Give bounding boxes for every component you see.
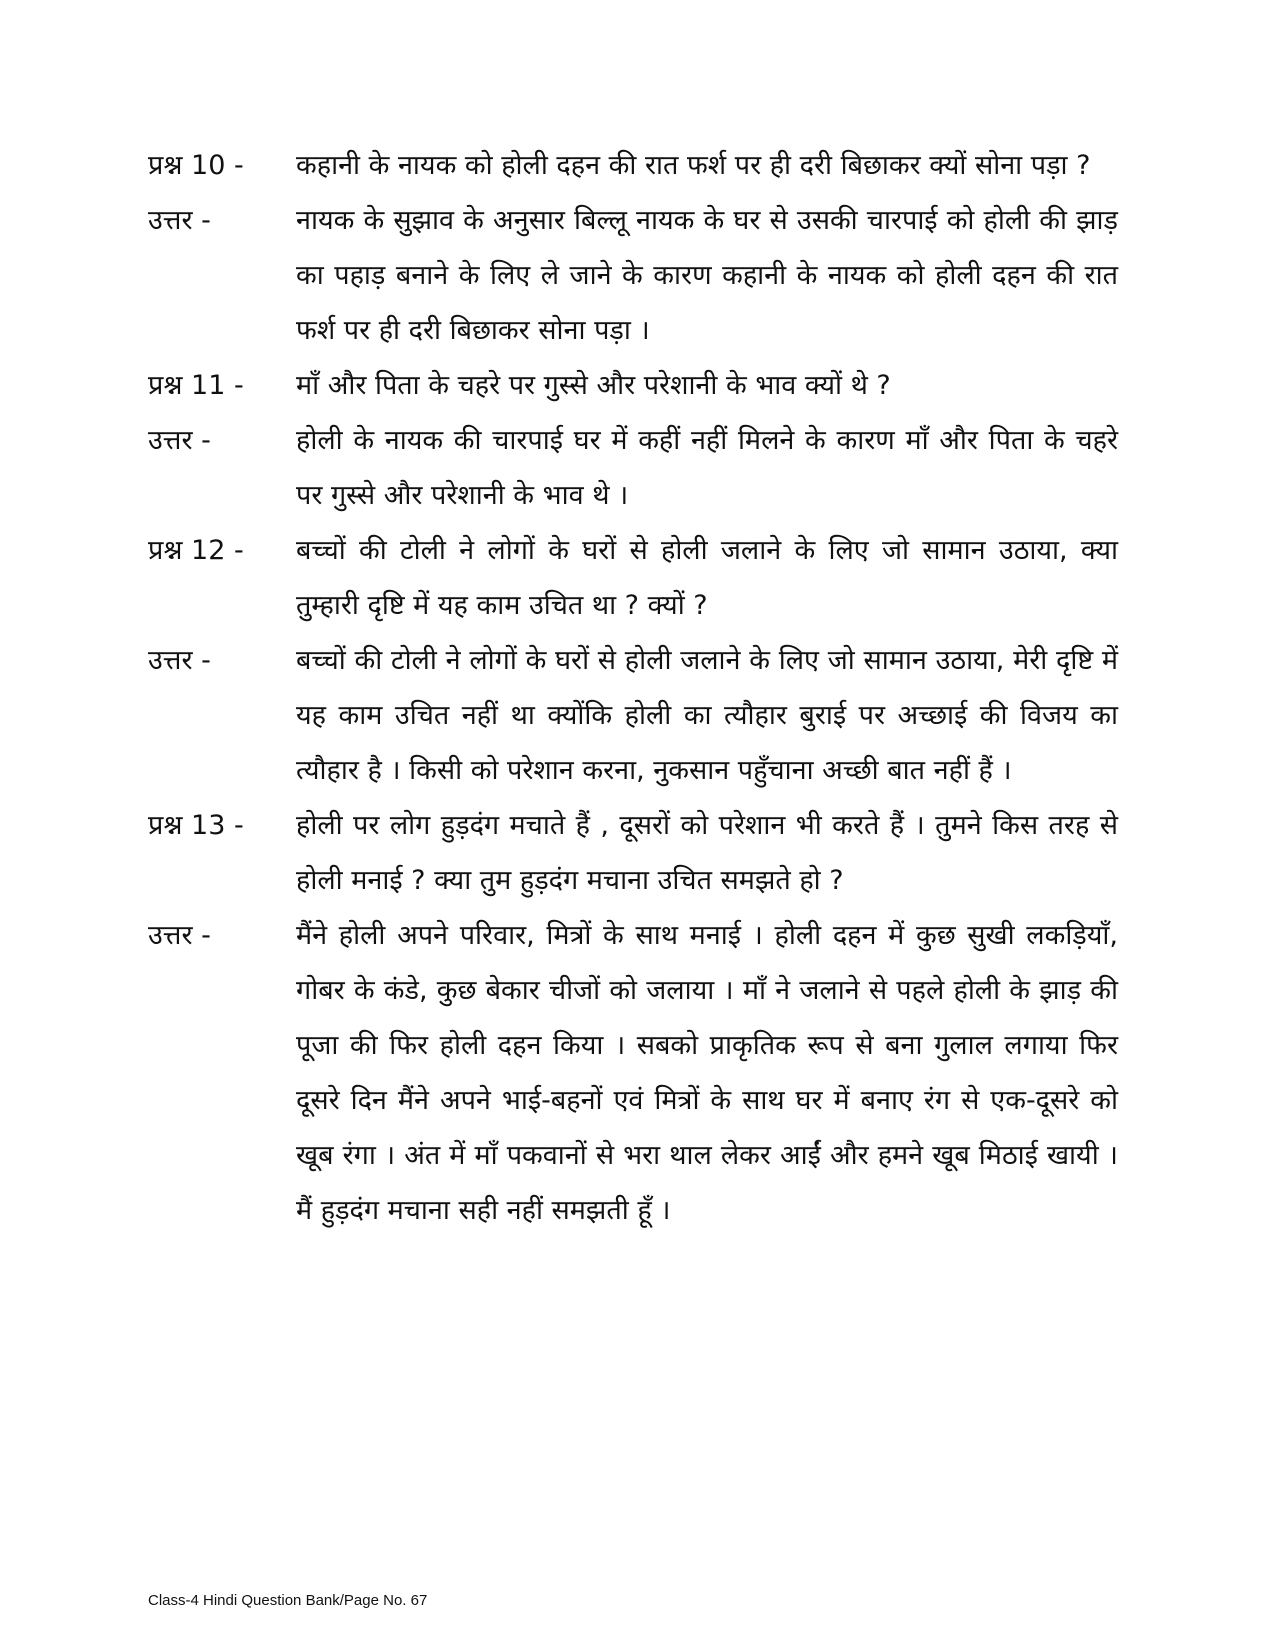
answer-text: नायक के सुझाव के अनुसार बिल्लू नायक के घर से उसकी चारपाई को होली की झाड़ का पहाड़ बनाने के लिए ले जाने के कारण कहानी के नायक को होली दहन की रात फर्श पर ही दरी बिछाकर सोना पड़ा । (296, 205, 1118, 346)
answer-10 (148, 193, 1118, 358)
answer-text: होली के नायक की चारपाई घर में कहीं नहीं मिलने के कारण माँ और पिता के चहरे पर गुस्से और परेशानी के भाव थे । (296, 425, 1118, 511)
question-text: माँ और पिता के चहरे पर गुस्से और परेशानी के भाव क्यों थे ? (296, 370, 891, 401)
answer-label: उत्तर - (148, 920, 211, 951)
answer-label: उत्तर - (148, 425, 211, 456)
question-13 (148, 798, 1118, 908)
question-answer-list (148, 138, 1118, 1238)
answer-text: मैंने होली अपने परिवार, मित्रों के साथ मनाई । होली दहन में कुछ सुखी लकड़ियाँ, गोबर के कंडे, कुछ बेकार चीजों को जलाया । माँ ने जलाने से पहले होली के झाड़ की पूजा की फिर होली दहन किया । सबको प्राकृतिक रूप से बना गुलाल लगाया फिर दूसरे दिन मैंने अपने भाई-बहनों एवं मित्रों के साथ घर में बनाए रंग से एक-दूसरे को खूब रंगा । अंत में माँ पकवानों से भरा थाल लेकर आईं और हमने खूब मिठाई खायी । मैं हुड़दंग मचाना सही नहीं समझती हूँ । (296, 920, 1118, 1226)
question-label: प्रश्न 12 - (148, 535, 244, 566)
answer-label: उत्तर - (148, 645, 211, 676)
question-text: बच्चों की टोली ने लोगों के घरों से होली जलाने के लिए जो सामान उठाया, क्या तुम्हारी दृष्टि में यह काम उचित था ? क्यों ? (296, 535, 1118, 621)
question-10 (148, 138, 1118, 193)
question-11 (148, 358, 1118, 413)
question-12 (148, 523, 1118, 633)
answer-text: बच्चों की टोली ने लोगों के घरों से होली जलाने के लिए जो सामान उठाया, मेरी दृष्टि में यह काम उचित नहीं था क्योंकि होली का त्यौहार बुराई पर अच्छाई की विजय का त्यौहार है । किसी को परेशान करना, नुकसान पहुँचाना अच्छी बात नहीं हैं । (296, 645, 1118, 786)
question-text: होली पर लोग हुड़दंग मचाते हैं , दूसरों को परेशान भी करते हैं । तुमने किस तरह से होली मनाई ? क्या तुम हुड़दंग मचाना उचित समझते हो ? (296, 810, 1118, 896)
answer-label: उत्तर - (148, 205, 211, 236)
question-label: प्रश्न 10 - (148, 150, 244, 181)
answer-11 (148, 413, 1118, 523)
answer-12 (148, 633, 1118, 798)
answer-13 (148, 908, 1118, 1238)
question-label: प्रश्न 11 - (148, 370, 244, 401)
question-label: प्रश्न 13 - (148, 810, 244, 841)
question-text: कहानी के नायक को होली दहन की रात फर्श पर ही दरी बिछाकर क्यों सोना पड़ा ? (296, 150, 1091, 181)
page-footer: Class-4 Hindi Question Bank/Page No. 67 (148, 1592, 428, 1609)
